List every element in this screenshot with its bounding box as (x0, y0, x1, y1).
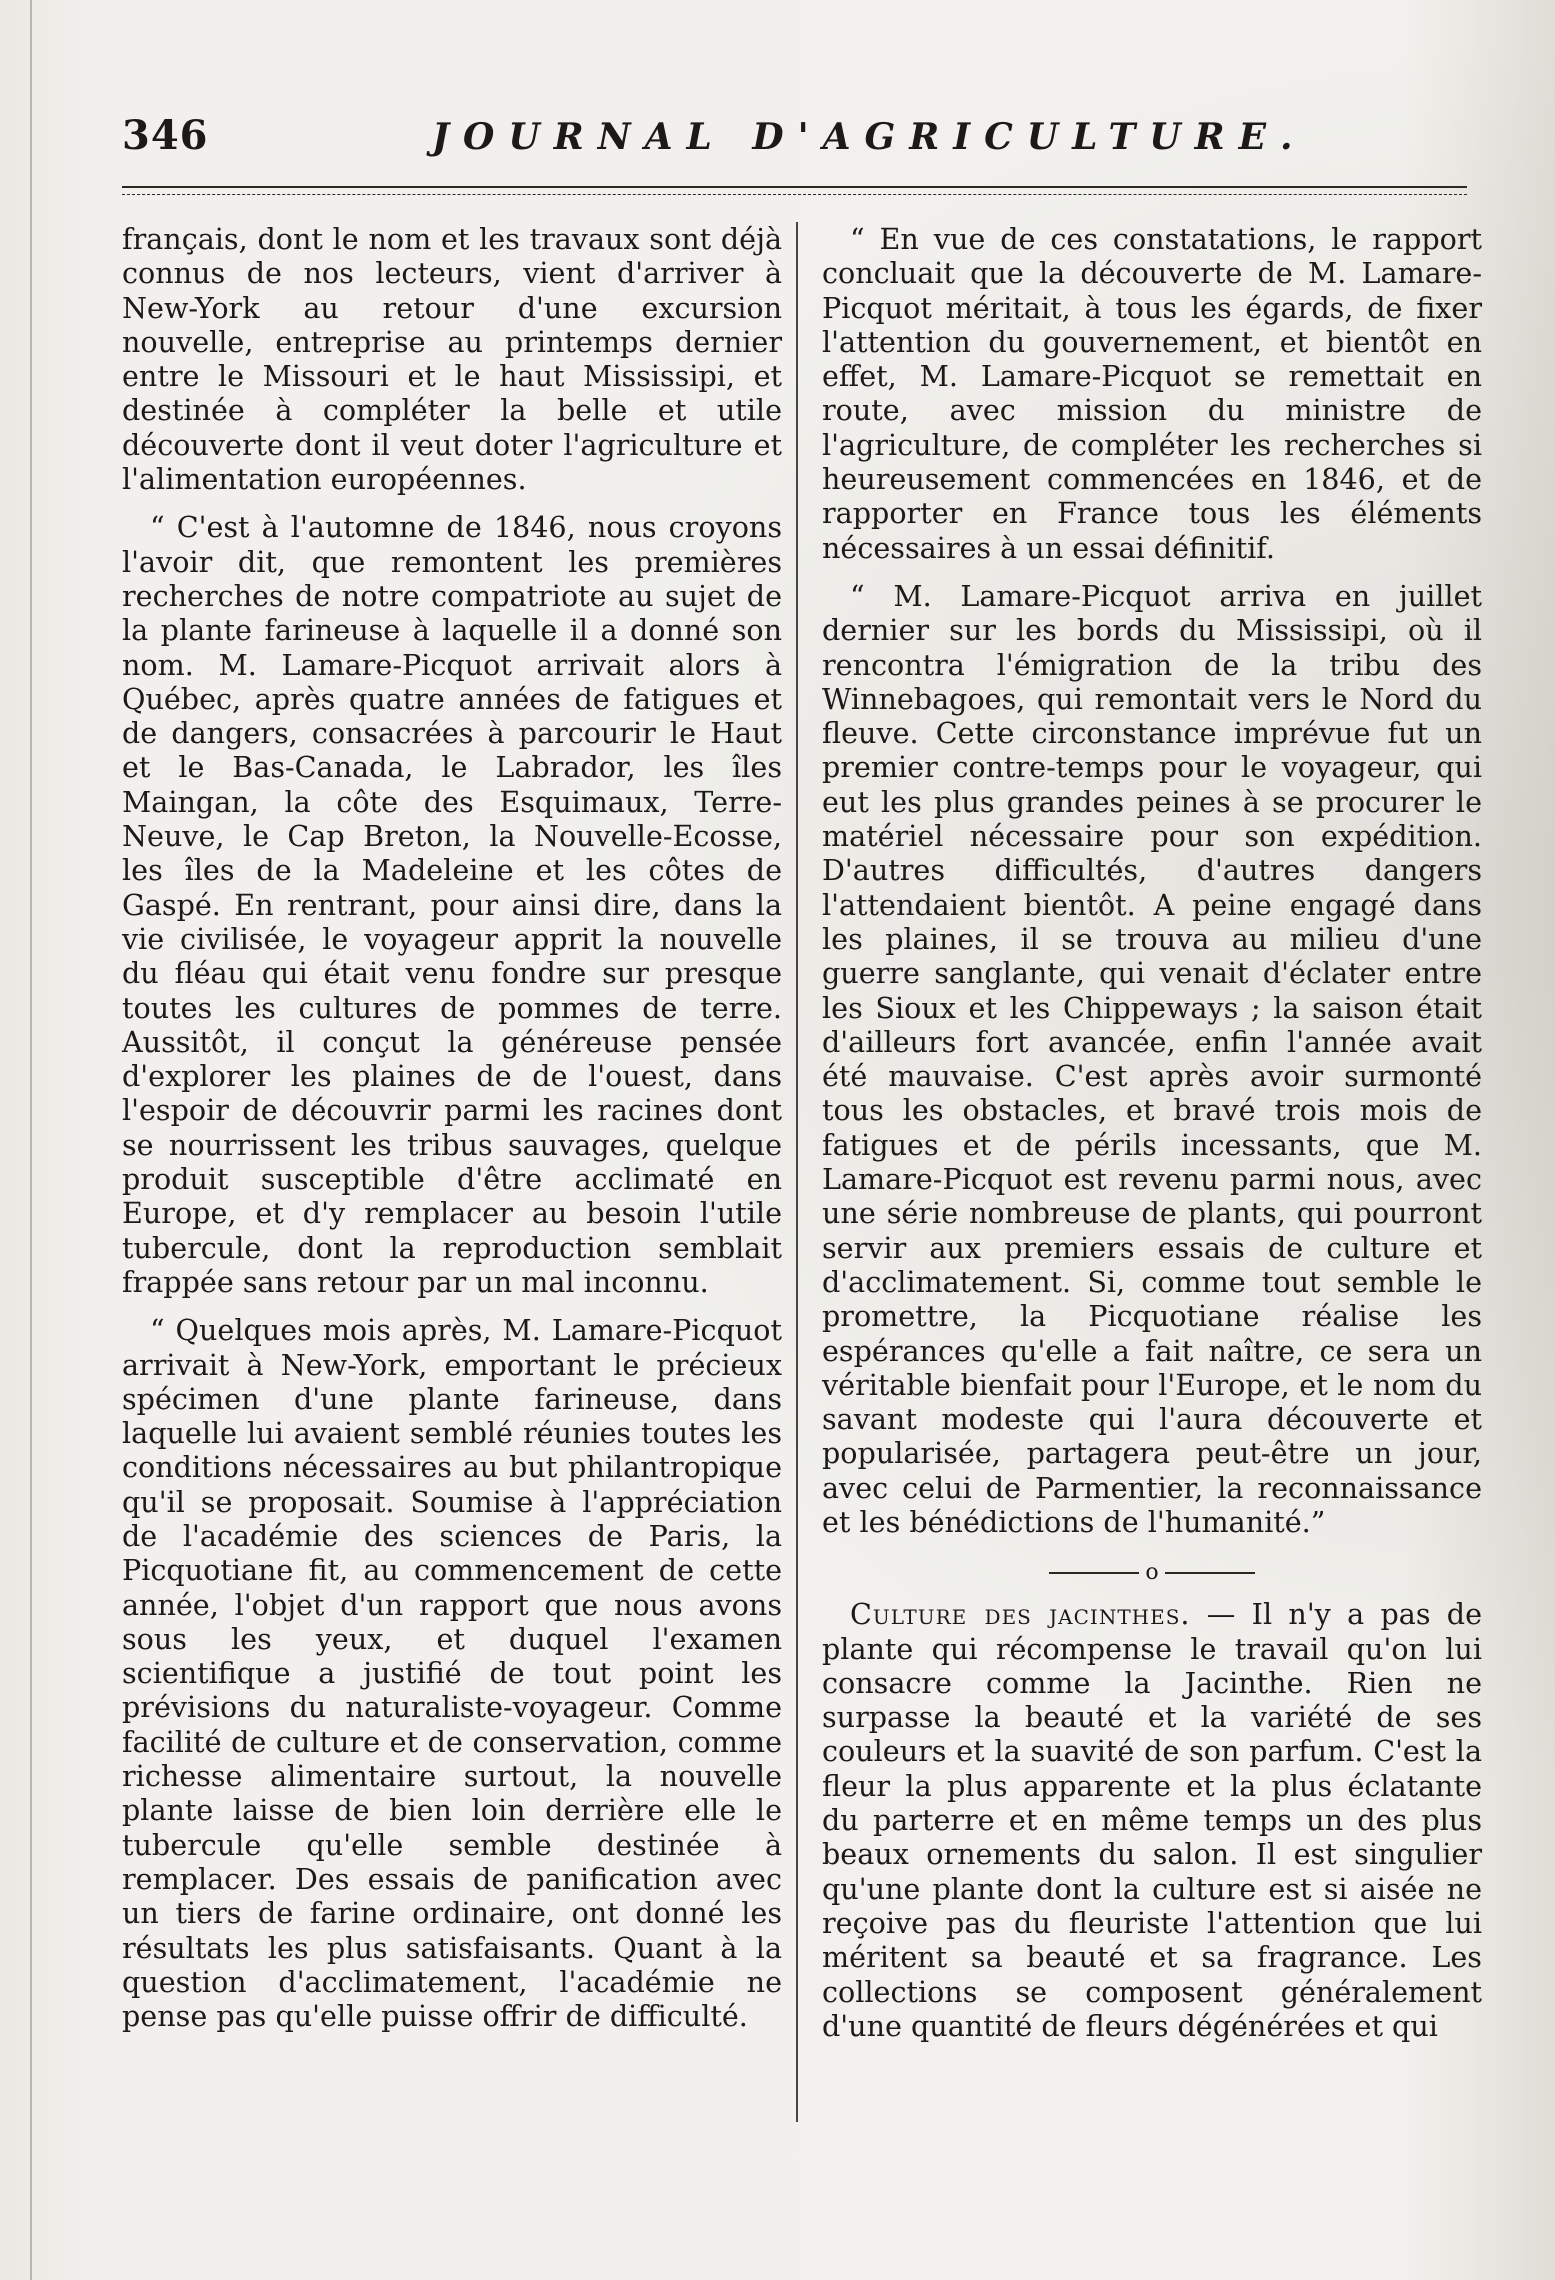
separator-line (1165, 1572, 1255, 1574)
paragraph: “ Quelques mois après, M. Lamare-Picquot arrivait à New-York, emportant le précieux spécimen d'une plante farineuse, dans laquelle lui avaient semblé réunies toutes les conditions nécessaires au but philantropique qu'il se proposait. Soumise à l'appréciation de l'académie des sciences de Paris, la Picquotiane fit, au commencement de cette année, l'objet d'un rapport que nous avons sous les yeux, et duquel l'examen scientifique a justifié de tout point les prévisions du naturaliste-voyageur. Comme facilité de culture et de conservation, comme richesse alimentaire surtout, la nouvelle plante laisse de bien loin derrière elle le tubercule qu'elle semble destinée à remplacer. Des essais de panification avec un tiers de farine ordinaire, ont donné les résultats les plus satisfaisants. Quant à la question d'acclimatement, l'académie ne pense pas qu'elle puisse offrir de difficulté. (122, 1313, 782, 2034)
separator-mark: o (1145, 1560, 1159, 1586)
left-column (122, 222, 782, 2047)
article-paragraph (822, 1597, 1482, 2043)
paragraph: “ C'est à l'automne de 1846, nous croyons l'avoir dit, que remontent les premières recherches de notre compatriote au sujet de la plante farineuse à laquelle il a donné son nom. M. Lamare-Picquot arrivait alors à Québec, après quatre années de fatigues et de dangers, consacrées à parcourir le Haut et le Bas-Canada, le Labrador, les îles Maingan, la côte des Esquimaux, Terre-Neuve, le Cap Breton, la Nouvelle-Ecosse, les îles de la Madeleine et les côtes de Gaspé. En rentrant, pour ainsi dire, dans la vie civilisée, le voyageur apprit la nouvelle du fléau qui était venu fondre sur presque toutes les cultures de pommes de terre. Aussitôt, il conçut la généreuse pensée d'explorer les plaines de de l'ouest, dans l'espoir de découvrir parmi les racines dont se nourrissent les tribus sauvages, quelque produit susceptible d'être acclimaté en Europe, et d'y remplacer au besoin l'utile tubercule, dont la reproduction semblait frappée sans retour par un mal inconnu. (122, 510, 782, 1299)
section-title: Culture des jacinthes. (850, 1597, 1191, 1632)
paragraph: français, dont le nom et les travaux sont déjà connus de nos lecteurs, vient d'arriver à New-York au retour d'une excursion nouvelle, entreprise au printemps dernier entre le Missouri et le haut Mississipi, et destinée à compléter la belle et utile découverte dont il veut doter l'agriculture et l'alimentation européennes. (122, 222, 782, 497)
column-divider (796, 222, 798, 2122)
header-rule (122, 186, 1467, 195)
article-text: — Il n'y a pas de plante qui récompense le travail qu'on lui consacre comme la Jacinthe. Rien ne surpasse la beauté et la variété de ses couleurs et la suavité de son parfum. C'est la fleur la plus apparente et la plus éclatante du parterre et en même temps un des plus beaux ornements du salon. Il est singulier qu'une plante dont la culture est si aisée ne reçoive pas du fleuriste l'attention que lui méritent sa beauté et sa fragrance. Les collections se composent généralement d'une quantité de fleurs dégénérées et qui (822, 1597, 1483, 2043)
section-separator (822, 1560, 1482, 1586)
page-number: 346 (122, 112, 209, 159)
paragraph: “ En vue de ces constatations, le rapport concluait que la découverte de M. Lamare-Picquot méritait, à tous les égards, de fixer l'attention du gouvernement, et bientôt en effet, M. Lamare-Picquot se remettait en route, avec mission du ministre de l'agriculture, de compléter les recherches si heureusement commencées en 1846, et de rapporter en France tous les éléments nécessaires à un essai définitif. (822, 222, 1482, 565)
page-header (122, 112, 1467, 162)
paragraph: “ M. Lamare-Picquot arriva en juillet dernier sur les bords du Mississipi, où il rencontra l'émigration de la tribu des Winnebagoes, qui remontait vers le Nord du fleuve. Cette circonstance imprévue fut un premier contre-temps pour le voyageur, qui eut les plus grandes peines à se procurer le matériel nécessaire pour son expédition. D'autres difficultés, d'autres dangers l'attendaient bientôt. A peine engagé dans les plaines, il se trouva au milieu d'une guerre sanglante, qui venait d'éclater entre les Sioux et les Chippeways ; la saison était d'ailleurs fort avancée, enfin l'année avait été mauvaise. C'est après avoir surmonté tous les obstacles, et bravé trois mois de fatigues et de périls incessants, que M. Lamare-Picquot est revenu parmi nous, avec une série nombreuse de plants, qui pourront servir aux premiers essais de culture et d'acclimatement. Si, comme tout semble le promettre, la Picquotiane réalise les espérances qu'elle a fait naître, ce sera un véritable bienfait pour l'Europe, et le nom du savant modeste qui l'aura découverte et popularisée, partagera peut-être un jour, avec celui de Parmentier, la reconnaissance et les bénédictions de l'humanité.” (822, 578, 1482, 1539)
separator-line (1049, 1572, 1139, 1574)
right-column (822, 222, 1482, 2057)
binding-edge (30, 0, 32, 2280)
running-title: JOURNAL D'AGRICULTURE. (432, 116, 1307, 158)
